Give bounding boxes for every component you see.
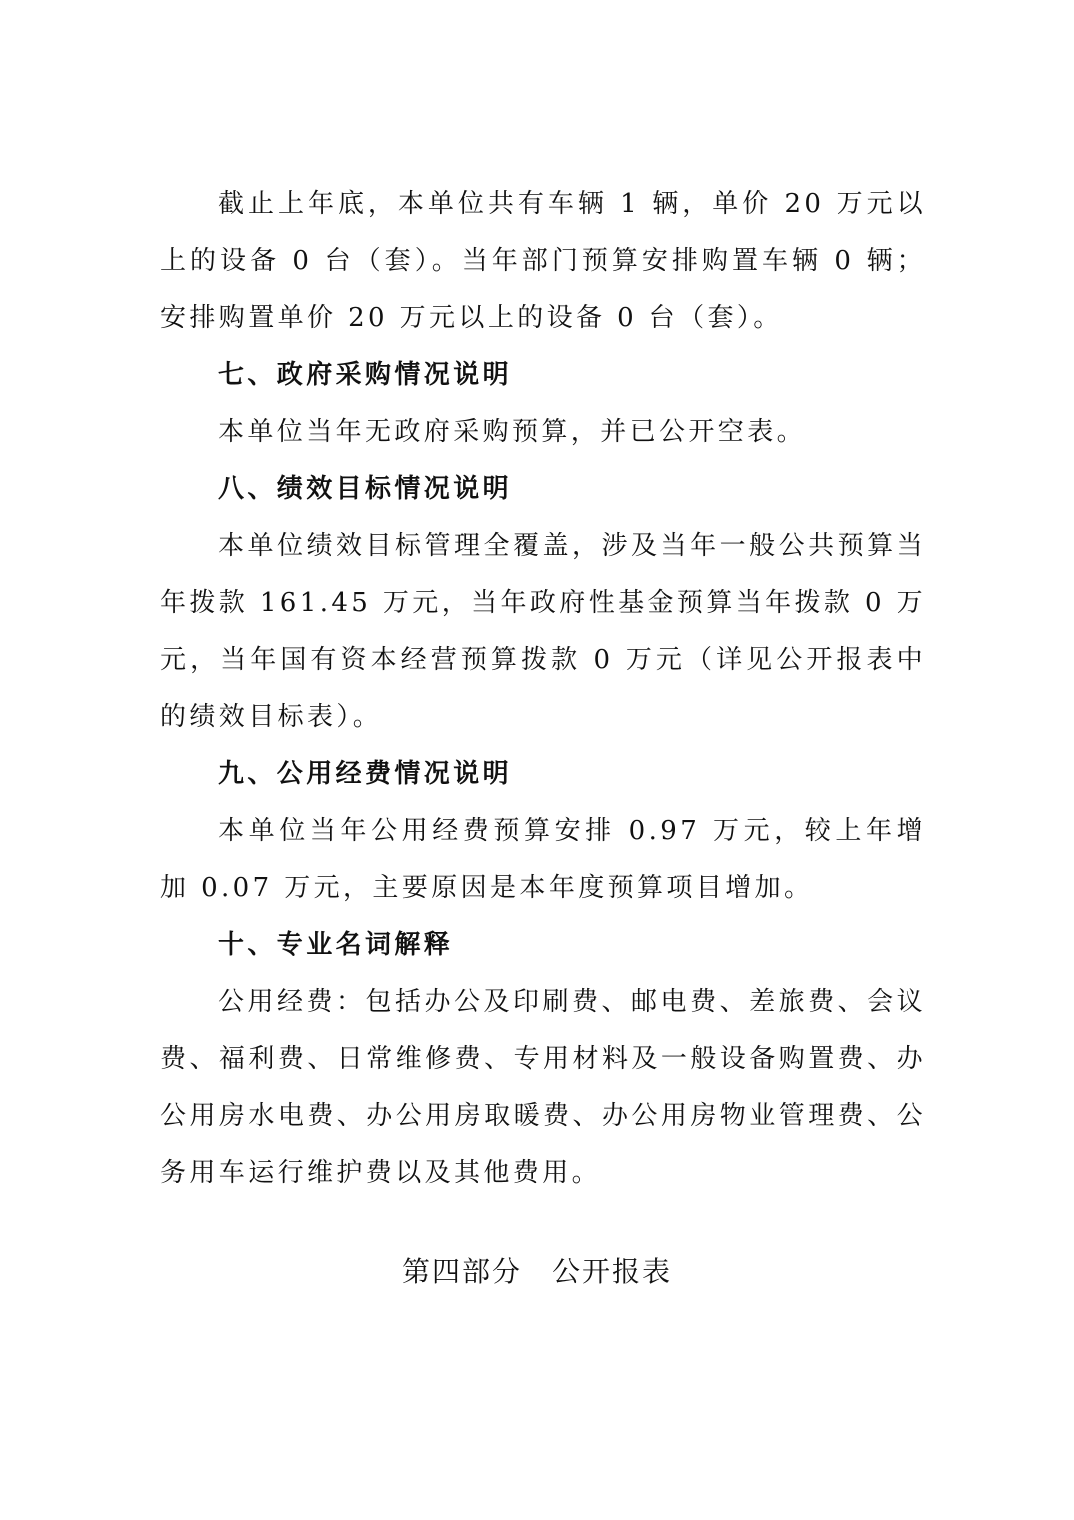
document-body	[160, 176, 926, 1202]
performance-paragraph: 本单位绩效目标管理全覆盖，涉及当年一般公共预算当年拨款 161.45 万元，当年政府性基金预算当年拨款 0 万元，当年国有资本经营预算拨款 0 万元（详见公开报表中的绩效目标表）。	[160, 531, 926, 732]
glossary-paragraph: 公用经费：包括办公及印刷费、邮电费、差旅费、会议费、福利费、日常维修费、专用材料及一般设备购置费、办公用房水电费、办公用房取暖费、办公用房物业管理费、公务用车运行维护费以及其他费用。	[160, 987, 926, 1188]
procurement-paragraph: 本单位当年无政府采购预算，并已公开空表。	[218, 417, 807, 447]
public-funds-paragraph: 本单位当年公用经费预算安排 0.97 万元，较上年增加 0.07 万元，主要原因是本年度预算项目增加。	[160, 816, 926, 903]
public-funds-heading: 九、公用经费情况说明	[218, 759, 513, 789]
performance-heading: 八、绩效目标情况说明	[218, 474, 513, 504]
part-title: 第四部分 公开报表	[401, 1255, 672, 1288]
vehicles-paragraph: 截止上年底，本单位共有车辆 1 辆，单价 20 万元以上的设备 0 台（套）。当年部门预算安排购置车辆 0 辆；安排购置单价 20 万元以上的设备 0 台（套）。	[160, 189, 926, 333]
procurement-heading: 七、政府采购情况说明	[218, 360, 513, 390]
glossary-heading: 十、专业名词解释	[218, 930, 454, 960]
